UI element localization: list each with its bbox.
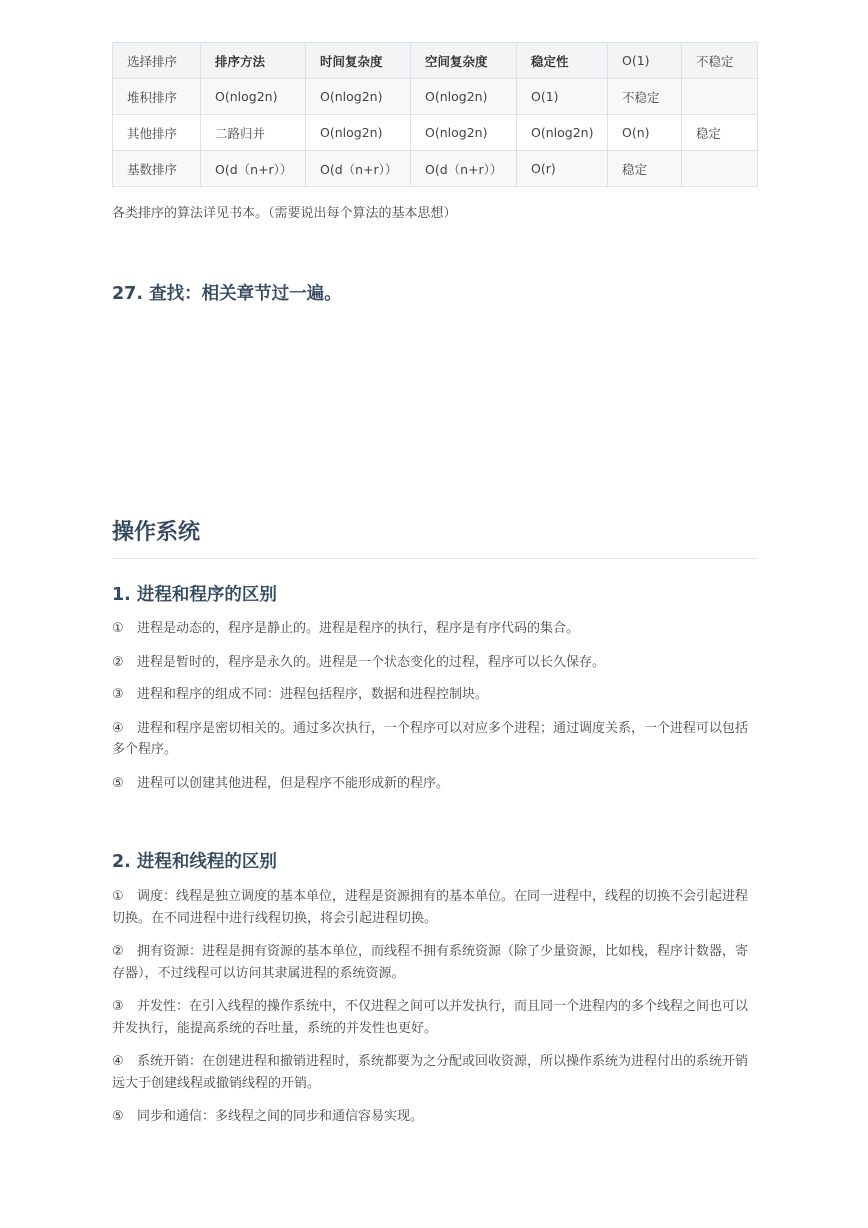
table-cell: 不稳定 [608,79,682,115]
table-cell: O(nlog2n) [411,79,517,115]
list-number: ⑤ [112,775,124,791]
table-cell: 稳定 [682,115,758,151]
table-cell: 稳定 [608,151,682,187]
q1-list [112,618,757,794]
list-text: 拥有资源：进程是拥有资源的基本单位，而线程不拥有系统资源（除了少量资源，比如栈，程序计数器，寄存器），不过线程可以访问其隶属进程的系统资源。 [112,944,749,981]
table-cell: 选择排序 [113,43,201,79]
q27-heading: 27. 查找：相关章节过一遍。 [112,284,342,304]
list-number: ② [112,654,124,670]
table-cell: O(nlog2n) [517,115,608,151]
table-cell: 基数排序 [113,151,201,187]
table-cell: O(d（n+r）） [201,151,306,187]
list-number: ④ [112,1054,124,1069]
document-page [112,42,757,1128]
table-cell: O(r) [517,151,608,187]
list-text: 同步和通信：多线程之间的同步和通信容易实现。 [137,1109,424,1124]
q2-heading: 2. 进程和线程的区别 [112,852,277,872]
list-text: 进程和程序的组成不同：进程包括程序，数据和进程控制块。 [137,687,489,702]
list-text: 进程是暂时的，程序是永久的。进程是一个状态变化的过程，程序可以长久保存。 [137,654,606,670]
list-item [112,1106,757,1128]
list-number: ② [112,944,124,959]
table-header-cell: 时间复杂度 [306,43,411,79]
list-text: 进程可以创建其他进程，但是程序不能形成新的程序。 [137,775,450,791]
list-text: 调度：线程是独立调度的基本单位，进程是资源拥有的基本单位。在同一进程中，线程的切换不会引起进程切换。在不同进程中进行线程切换，将会引起进程切换。 [112,889,749,926]
table-row [113,79,758,115]
table-cell: O(1) [608,43,682,79]
table-header-cell: 排序方法 [201,43,306,79]
list-text: 并发性：在引入线程的操作系统中，不仅进程之间可以并发执行，而且同一个进程内的多个线程之间也可以并发执行，能提高系统的吞吐量，系统的并发性也更好。 [112,999,749,1036]
list-number: ③ [112,999,124,1014]
list-number: ① [112,889,124,904]
list-number: ① [112,621,124,636]
table-cell: 其他排序 [113,115,201,151]
list-item [112,684,757,706]
list-item [112,996,757,1039]
q2-list [112,886,757,1128]
list-item [112,886,757,929]
table-cell: O(nlog2n) [201,79,306,115]
list-text: 系统开销：在创建进程和撤销进程时，系统都要为之分配或回收资源，所以操作系统为进程付出的系统开销远大于创建线程或撤销线程的开销。 [112,1054,749,1091]
list-number: ③ [112,687,124,702]
table-row [113,151,758,187]
sorting-note: 各类排序的算法详见书本。（需要说出每个算法的基本思想） [112,206,457,221]
table-cell: 不稳定 [682,43,758,79]
table-header-cell: 空间复杂度 [411,43,517,79]
table-cell: O(nlog2n) [411,115,517,151]
table-cell: O(d（n+r）） [411,151,517,187]
list-item [112,618,757,640]
table-cell: O(1) [517,79,608,115]
table-cell: O(nlog2n) [306,79,411,115]
list-number: ⑤ [112,1109,124,1124]
table-header-cell: 稳定性 [517,43,608,79]
list-item [112,718,757,761]
table-row [113,115,758,151]
table-cell: O(nlog2n) [306,115,411,151]
table-cell: O(d（n+r）） [306,151,411,187]
table-cell [682,79,758,115]
q1-heading: 1. 进程和程序的区别 [112,585,277,605]
table-row [113,43,758,79]
list-item [112,941,757,984]
table-cell: 堆积排序 [113,79,201,115]
list-number: ④ [112,720,124,736]
table-cell: 二路归并 [201,115,306,151]
sorting-table [112,42,758,187]
list-text: 进程和程序是密切相关的。通过多次执行，一个程序可以对应多个进程；通过调度关系，一个进程可以包括多个程序。 [112,720,749,757]
list-item [112,773,757,795]
table-cell: O(n) [608,115,682,151]
table-cell [682,151,758,187]
list-text: 进程是动态的，程序是静止的。进程是程序的执行，程序是有序代码的集合。 [137,621,580,636]
os-section-title: 操作系统 [112,518,757,559]
list-item [112,1051,757,1094]
list-item [112,652,757,674]
